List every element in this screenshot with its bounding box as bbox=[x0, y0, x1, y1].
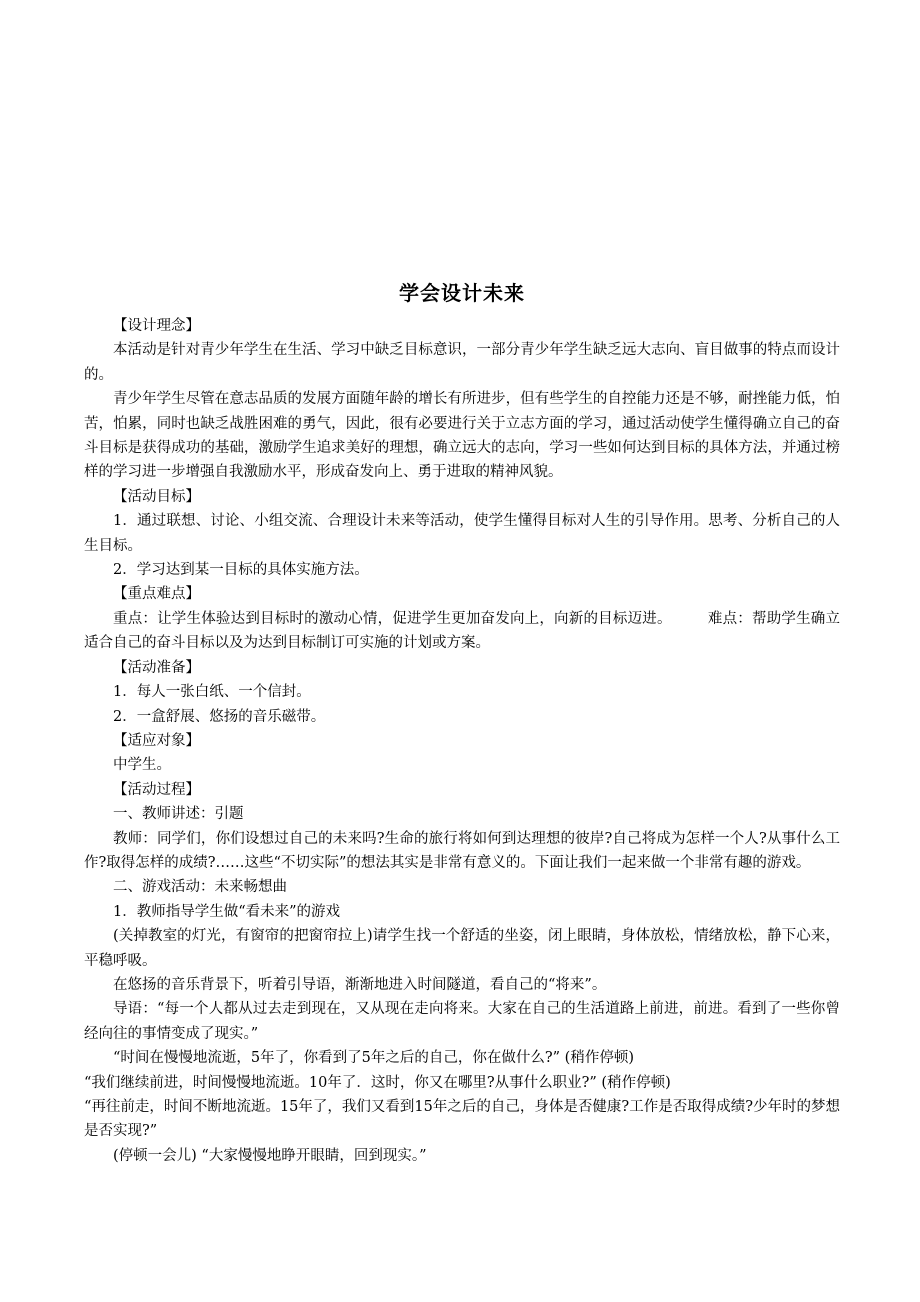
quote-paragraph: “时间在慢慢地流逝，5年了，你看到了5年之后的自己，你在做什么?” (稍作停顿) bbox=[113, 1050, 634, 1067]
subheading: 一、教师讲述：引题 bbox=[113, 806, 244, 823]
document-title: 学会设计未来 bbox=[399, 281, 525, 305]
section-heading-key-points: 【重点难点】 bbox=[113, 586, 200, 603]
list-item: 1．每人一张白纸、一个信封。 bbox=[113, 684, 311, 701]
quote-paragraph: (停顿一会儿) “大家慢慢地睁开眼睛，回到现实。” bbox=[113, 1147, 427, 1164]
paragraph: (关掉教室的灯光，有窗帘的把窗帘拉上)请学生找一个舒适的坐姿，闭上眼睛，身体放松，情绪放松，静下心来，平稳呼吸。 bbox=[84, 928, 840, 969]
paragraph: 在悠扬的音乐背景下，听着引导语，渐渐地进入时间隧道，看自己的“将来”。 bbox=[113, 976, 607, 993]
subheading: 二、游戏活动：未来畅想曲 bbox=[113, 879, 287, 896]
section-heading-preparation: 【活动准备】 bbox=[113, 659, 200, 676]
key-point-text: 重点：让学生体验达到目标时的激动心情，促进学生更加奋发向上，向新的目标迈进。 bbox=[113, 610, 672, 627]
paragraph: 导语：“每一个人都从过去走到现在，又从现在走向将来。大家在自己的生活道路上前进，前进。看到了一些你曾经向往的事情变成了现实。” bbox=[84, 1001, 840, 1042]
section-heading-process: 【活动过程】 bbox=[113, 781, 200, 798]
list-item: 2．学习达到某一目标的具体实施方法。 bbox=[113, 562, 369, 579]
paragraph: 青少年学生尽管在意志品质的发展方面随年龄的增长有所进步，但有些学生的自控能力还是不够，耐挫能力低，怕苦，怕累，同时也缺乏战胜困难的勇气，因此，很有必要进行关于立志方面的学习，通过活动使学生懂得确立自己的奋斗目标是获得成功的基础，激励学生追求美好的理想，确立远大的志向，学习一些如何达到目标的具体方法，并通过榜样的学习进一步增强自我激励水平，形成奋发向上、勇于进取的精神风貌。 bbox=[84, 391, 840, 481]
quote-paragraph: “再往前走，时间不断地流逝。15年了，我们又看到15年之后的自己，身体是否健康?工作是否取得成绩?少年时的梦想是否实现?” bbox=[84, 1099, 840, 1140]
paragraph: 教师：同学们，你们设想过自己的未来吗?生命的旅行将如何到达理想的彼岸?自己将成为怎样一个人?从事什么工作?取得怎样的成绩?……这些“不切实际”的想法其实是非常有意义的。下面让我们一起来做一个非常有趣的游戏。 bbox=[84, 830, 840, 871]
paragraph: 本活动是针对青少年学生在生活、学习中缺乏目标意识，一部分青少年学生缺乏远大志向、盲目做事的特点而设计的。 bbox=[84, 342, 840, 383]
quote-paragraph: “我们继续前进，时间慢慢地流逝。10年了．这时，你又在哪里?从事什么职业?” (稍作停顿) bbox=[84, 1074, 671, 1091]
list-item: 2．一盒舒展、悠扬的音乐磁带。 bbox=[113, 708, 326, 725]
list-item: 1．教师指导学生做“看未来”的游戏 bbox=[113, 903, 341, 920]
document-body bbox=[84, 314, 840, 1168]
section-heading-audience: 【适应对象】 bbox=[113, 732, 200, 749]
paragraph: 中学生。 bbox=[113, 757, 171, 774]
section-heading-activity-goals: 【活动目标】 bbox=[113, 488, 200, 505]
list-item: 1．通过联想、讨论、小组交流、合理设计未来等活动，使学生懂得目标对人生的引导作用。思考、分析自己的人生目标。 bbox=[84, 513, 840, 554]
key-points-paragraph bbox=[84, 607, 840, 656]
section-heading-design-concept: 【设计理念】 bbox=[113, 318, 200, 334]
difficulty-text: 难点：帮助学生确立适合自己的奋斗目标以及为达到目标制订可实施的计划或方案。 bbox=[84, 610, 841, 652]
